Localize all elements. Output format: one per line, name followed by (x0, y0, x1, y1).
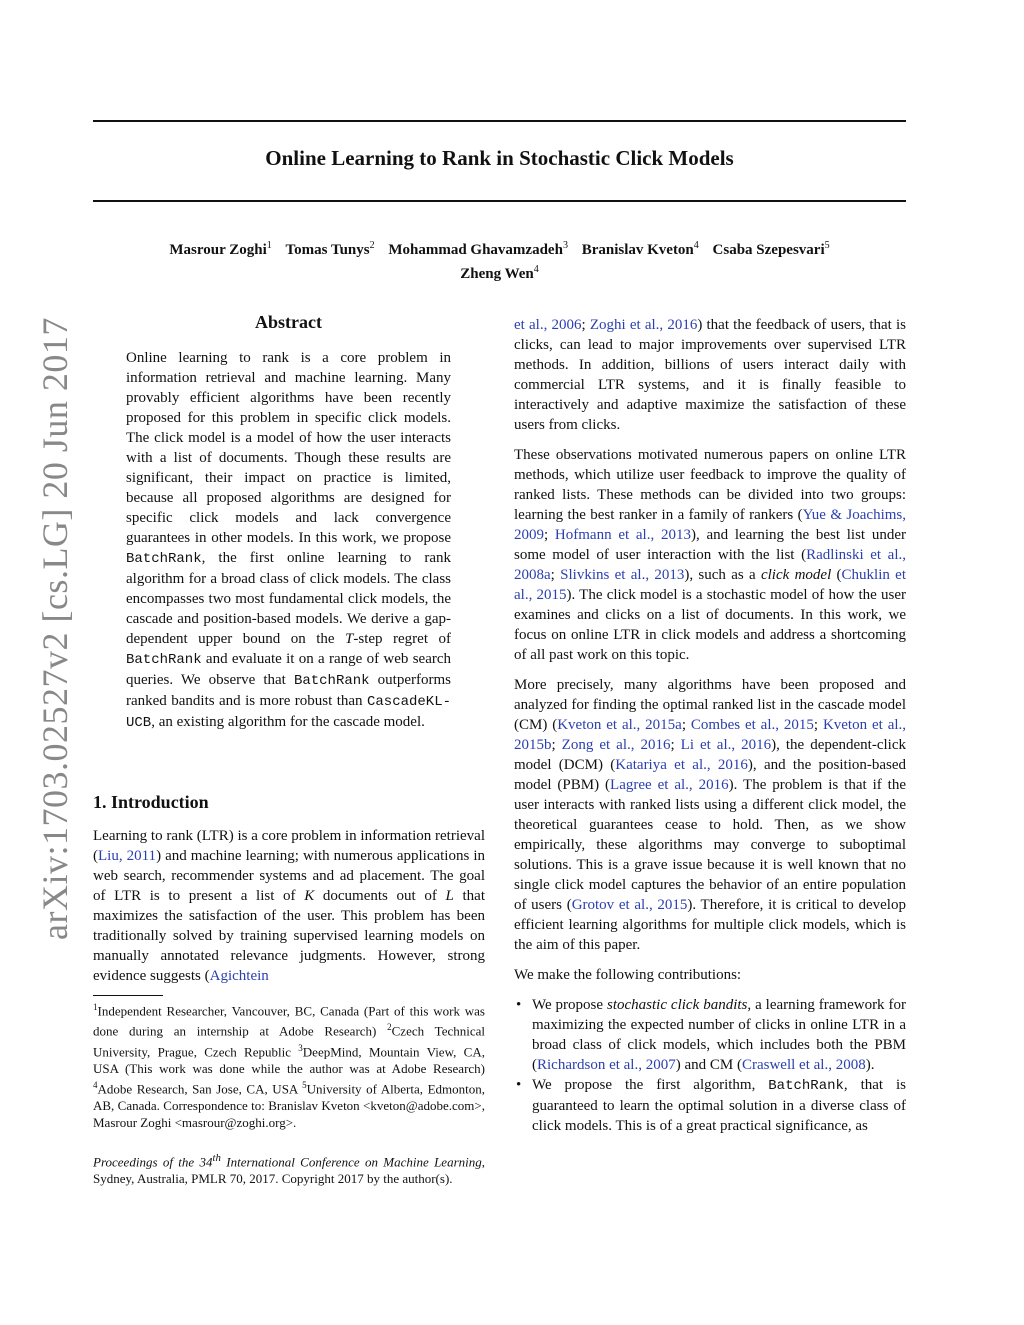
title-bottom-rule (93, 200, 906, 202)
citation-link[interactable]: Agichtein (209, 968, 269, 984)
paragraph: More precisely, many algorithms have been proposed and analyzed for finding the optimal ranked list in the cascade model (CM) (Kveton et al., 2015a; Combes et al., 2015; Kveton et al., 2015b; Zong et al., 2016; Li et al., 2016), the dependent-click model (DCM) (Katariya et al., 2016), and the position-based model (PBM) (Lagree et al., 2016). The problem is that if the user interacts with ranked lists using a different click model, the theoretical guarantees cease to hold. Then, as we show empirically, these algorithms may converge to suboptimal solutions. This is a grave issue because it is well known that no single click model captures the behavior of an entire population of users (Grotov et al., 2015). Therefore, it is critical to develop efficient learning algorithms for multiple click models, which is the aim of this paper. (514, 677, 907, 953)
paragraph: These observations motivated numerous papers on online LTR methods, which utilize user feedback to improve the quality of ranked lists. These methods can be divided into two groups: learning the best ranker in a family of rankers (Yue & Joachims, 2009; Hofmann et al., 2013), and learning the best list under some model of user interaction with the list (Radlinski et al., 2008a; Slivkins et al., 2013), such as a click model (Chuklin et al., 2015). The click model is a stochastic model of how the user examines and clicks on a list of documents. In this work, we focus on online LTR in click models and address a shortcoming of all past work on this topic. (514, 447, 907, 663)
abstract-heading: Abstract (255, 312, 322, 332)
author: Tomas Tunys$^2$ (285, 240, 375, 258)
bullet-icon: • (516, 997, 522, 1013)
right-column (514, 315, 906, 1136)
citation-link[interactable]: Li et al., 2016 (680, 737, 772, 753)
paragraph: et al., 2006; Zoghi et al., 2016) that the feedback of users, that is clicks, can lead to major improvements over supervised LTR methods. In addition, billions of users interact daily with commercial LTR systems, and it is finally feasible to interactively and adaptive maximize the satisfaction of these users from clicks. (514, 317, 907, 433)
citation-link[interactable]: Yue & Joachims, 2009 (514, 507, 906, 543)
list-item: • We propose stochastic click bandits, a learning framework for maximizing the expected number of clicks in online LTR in a broad class of click models, which includes both the PBM (Richardson et al., 2007) and CM (Craswell et al., 2008). (516, 997, 906, 1073)
citation-link[interactable]: et al., 2006 (514, 317, 582, 333)
contributions-list (514, 995, 906, 1136)
citation-link[interactable]: Slivkins et al., 2013 (560, 567, 685, 583)
citation-link[interactable]: Kveton et al., 2015b (514, 717, 907, 753)
citation-link[interactable]: Liu, 2011 (98, 848, 157, 864)
author: Zheng Wen$^4$ (460, 264, 539, 282)
introduction-paragraph: Learning to rank (LTR) is a core problem in information retrieval (Liu, 2011) and machine learning; with numerous applications in web search, recommender systems and ad placement. The goal of LTR is to present a list of K documents out of L that maximizes the satisfaction of the user. This problem has been traditionally solved by training supervised learning models on manually annotated relevance judgments. However, strong evidence suggests (Agichtein (93, 828, 486, 984)
introduction-heading: 1. Introduction (93, 792, 209, 812)
author: Csaba Szepesvari$^5$ (712, 240, 830, 258)
title-top-rule (93, 120, 906, 122)
citation-link[interactable]: Combes et al., 2015 (690, 717, 814, 733)
abstract-body: Online learning to rank is a core problem in information retrieval and machine learning. Many provably efficient algorithms have been recently proposed for this problem in specific click models. The click model is a model of how the user interacts with a list of documents. Though these results are significant, their impact on practice is limited, because all proposed algorithms are designed for specific click models and lack convergence guarantees in other models. In this work, we propose BatchRank, the first online learning to rank algorithm for a broad class of click models. The class encompasses two most fundamental click models, the cascade and position-based models. We derive a gap-dependent upper bound on the T-step regret of BatchRank and evaluate it on a range of web search queries. We observe that BatchRank outperforms ranked bandits and is more robust than CascadeKL-UCB, an existing algorithm for the cascade model. (126, 350, 451, 731)
author: Mohammad Ghavamzadeh$^3$ (388, 240, 568, 258)
footnote-rule (93, 995, 163, 996)
citation-link[interactable]: Lagree et al., 2016 (610, 777, 729, 793)
citation-link[interactable]: Zong et al., 2016 (561, 737, 671, 753)
arxiv-stamp: arXiv:1703.02527v2 [cs.LG] 20 Jun 2017 (35, 317, 75, 940)
citation-link[interactable]: Richardson et al., 2007 (537, 1057, 676, 1073)
paragraph: We make the following contributions: (514, 967, 742, 983)
paper-title: Online Learning to Rank in Stochastic Click Models (265, 146, 734, 170)
citation-link[interactable]: Chuklin et al., 2015 (514, 567, 906, 603)
author: Branislav Kveton$^4$ (581, 240, 699, 258)
citation-link[interactable]: Zoghi et al., 2016 (589, 317, 698, 333)
citation-link[interactable]: Craswell et al., 2008 (741, 1057, 866, 1073)
citation-link[interactable]: Hofmann et al., 2013 (554, 527, 691, 543)
proceedings-note: Proceedings of the 34th International Conference on Machine Learning, Sydney, Australia, PMLR 70, 2017. Copyright 2017 by the author(s). (93, 1152, 485, 1187)
bullet-icon: • (516, 1077, 522, 1093)
author: Masrour Zoghi$^1$ (169, 240, 272, 258)
affiliations-footnote: $^1$Independent Researcher, Vancouver, BC, Canada (Part of this work was done during an internship at Adobe Research) $^2$Czech Technical University, Prague, Czech Republic $^3$DeepMind, Mountain View, CA, USA (This work was done while the author was at Adobe Research) $^4$Adobe Research, San Jose, CA, USA $^5$University of Alberta, Edmonton, AB, Canada. Correspondence to: Branislav Kveton <kveton@adobe.com>, Masrour Zoghi <masrour@zoghi.org>. (93, 1002, 485, 1131)
citation-link[interactable]: Radlinski et al., 2008a (514, 547, 907, 583)
author-list (93, 236, 906, 284)
citation-link[interactable]: Katariya et al., 2016 (615, 757, 748, 773)
citation-link[interactable]: Grotov et al., 2015 (571, 897, 688, 913)
list-item: • We propose the first algorithm, BatchRank, that is guaranteed to learn the optimal solution in a diverse class of click models. This is of a great practical significance, as (516, 1077, 906, 1134)
citation-link[interactable]: Kveton et al., 2015a (557, 717, 682, 733)
